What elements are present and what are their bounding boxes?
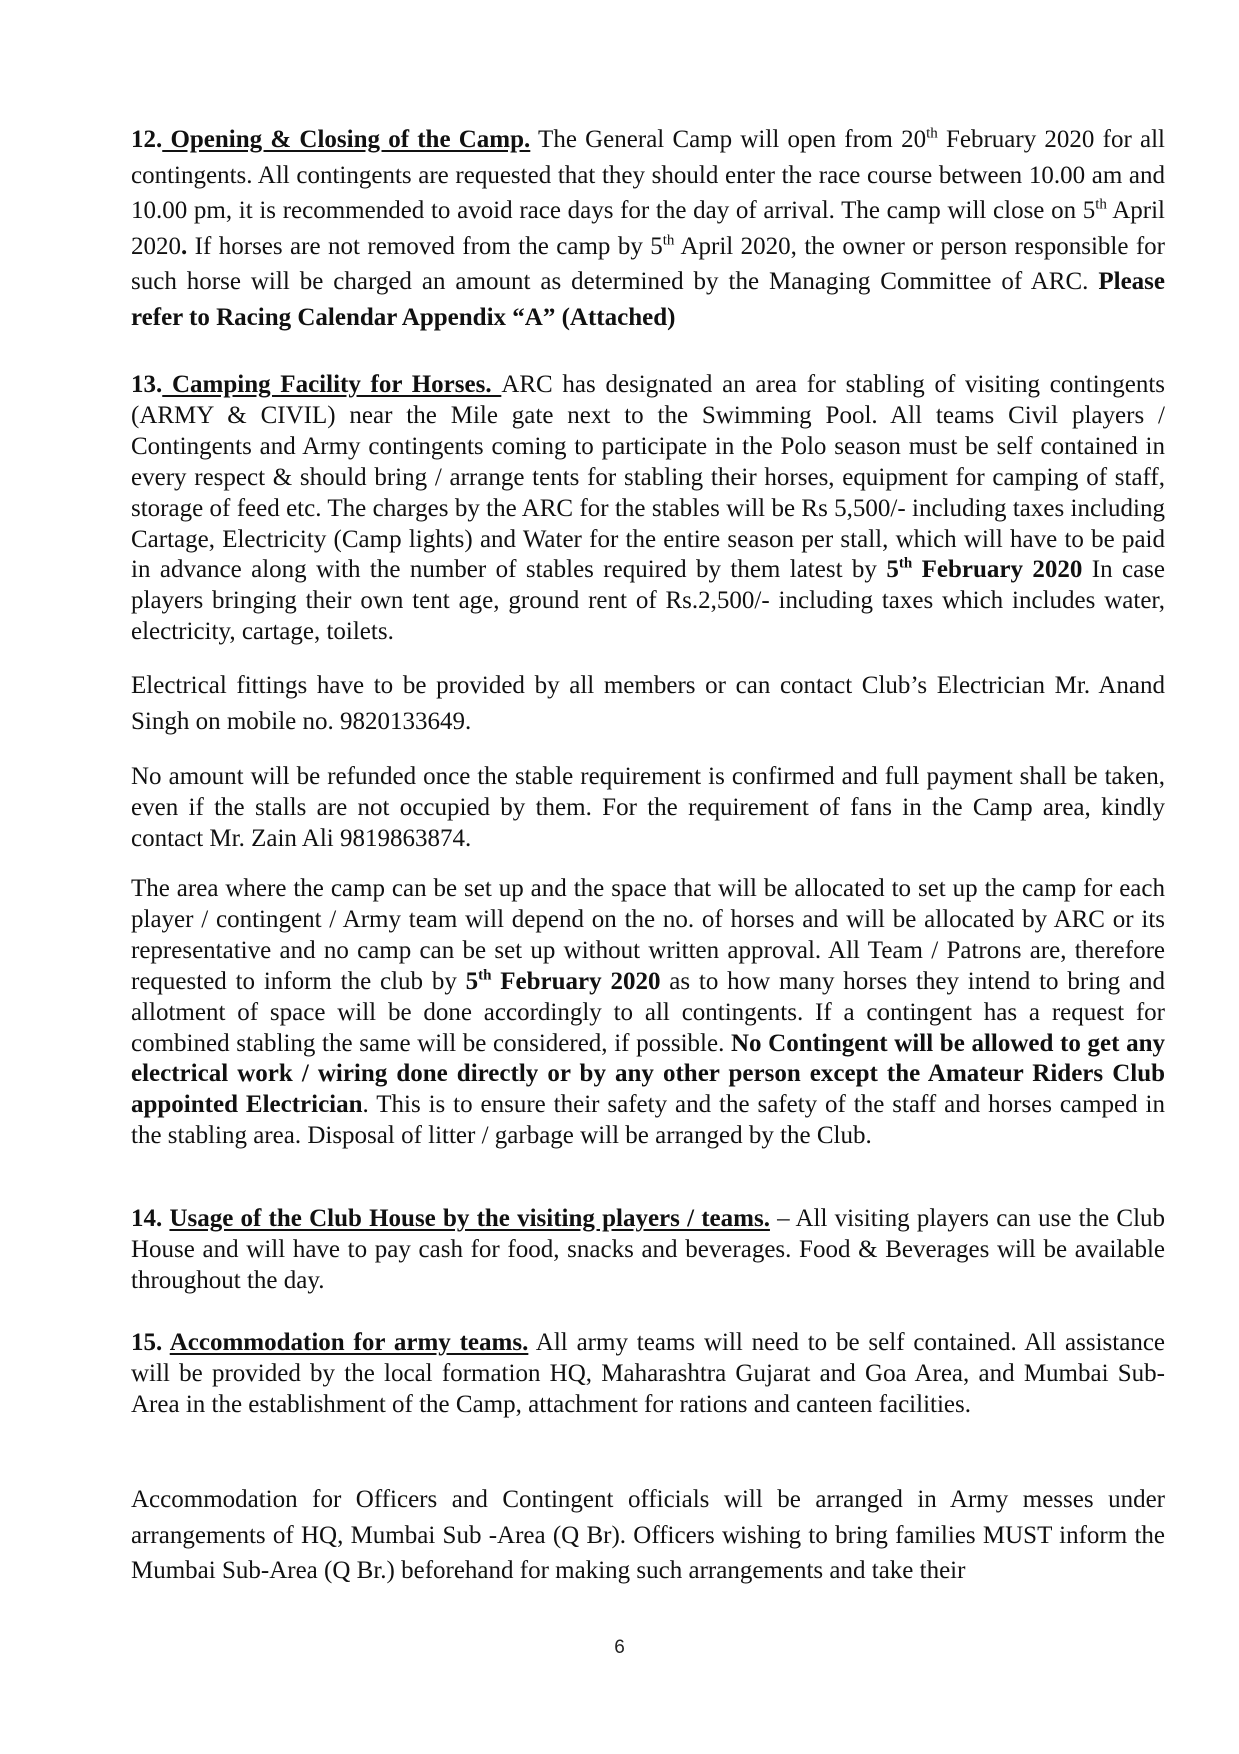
section-14-number: 14. xyxy=(131,1205,170,1232)
section-13-electrical-notice: No Contingent will be allowed to get any electrical work / wiring done directly or by any other person except the Amateur Riders Club appointed Electrician xyxy=(131,1029,1165,1119)
section-12 xyxy=(131,122,1165,336)
section-13-paragraph-4-deadline: 5th February 2020 xyxy=(465,967,661,995)
section-13-heading: Camping Facility for Horses. xyxy=(162,371,502,398)
section-15: 15. Accommodation for army teams. All army teams will need to be self contained. All assistance will be provided by the local formation HQ, Maharashtra Gujarat and Goa Area, and Mumbai Sub-Area in the establishment of the Camp, attachment for rations and canteen facilities. xyxy=(131,1329,1166,1418)
section-12-heading: Opening & Closing of the Camp. xyxy=(162,126,531,153)
section-14: 14. Usage of the Club House by the visiting players / teams. – All visiting players can use the Club House and will have to pay cash for food, snacks and beverages. Food & Beverages will be available throughout the day. xyxy=(131,1205,1166,1294)
section-13-deadline: 5th February 2020 xyxy=(886,556,1083,584)
section-13-paragraph-2: Electrical fittings have to be provided by all members or can contact Club’s Electrician Mr. Anand Singh on mobile no. 9820133649. xyxy=(131,672,1165,735)
section-15-paragraph-2: Accommodation for Officers and Contingent officials will be arranged in Army messes under arrangements of HQ, Mumbai Sub -Area (Q Br). Officers wishing to bring families MUST inform the Mumbai Sub-Area (Q Br.) beforehand for making such arrangements and take their xyxy=(131,1486,1165,1585)
section-13-paragraph-3: No amount will be refunded once the stable requirement is confirmed and full payment shall be taken, even if the stalls are not occupied by them. For the requirement of fans in the Camp area, kindly contact Mr. Zain Ali 9819863874. xyxy=(131,763,1165,852)
section-13 xyxy=(131,370,1165,648)
section-12-appendix-note: Please refer to Racing Calendar Appendix “A” (Attached) xyxy=(131,268,1165,331)
section-15-number: 15. xyxy=(131,1329,170,1356)
section-13-paragraph-4: The area where the camp can be set up and the space that will be allocated to set up the camp for each player / contingent / Army team will depend on the no. of horses and will be allocated by ARC or its representative and no camp can be set up without written approval. All Team / Patrons are, therefore requested to inform the club by 5th February 2020 as to how many horses they intend to bring and allotment of space will be done accordingly to all contingents. If a contingent has a request for combined stabling the same will be considered, if possible. No Contingent will be allowed to get any electrical work / wiring done directly or by any other person except the Amateur Riders Club appointed Electrician. This is to ensure their safety and the safety of the staff and horses camped in the stabling area. Disposal of litter / garbage will be arranged by the Club. xyxy=(131,875,1166,1150)
section-13-paragraph-1: 13. Camping Facility for Horses. ARC has designated an area for stabling of visiting contingents (ARMY & CIVIL) near the Mile gate next to the Swimming Pool. All teams Civil players / Contingents and Army contingents coming to participate in the Polo season must be self contained in every respect & should bring / arrange tents for stabling their horses, equipment for camping of staff, storage of feed etc. The charges by the ARC for the stables will be Rs 5,500/- including taxes including Cartage, Electricity (Camp lights) and Water for the entire season per stall, which will have to be paid in advance along with the number of stables required by them latest by 5th February 2020 In case players bringing their own tent age, ground rent of Rs.2,500/- including taxes which includes water, electricity, cartage, toilets. xyxy=(131,371,1165,646)
section-15-heading: Accommodation for army teams. xyxy=(169,1329,529,1356)
section-12-paragraph: 12. Opening & Closing of the Camp. The General Camp will open from 20th February 2020 for all contingents. All contingents are requested that they should enter the race course between 10.00 am and 10.00 pm, it is recommended to avoid race days for the day of arrival. The camp will close on 5th April 2020. If horses are not removed from the camp by 5th April 2020, the owner or person responsible for such horse will be charged an amount as determined by the Managing Committee of ARC. Please refer to Racing Calendar Appendix “A” (Attached) xyxy=(131,125,1166,331)
section-12-number: 12. xyxy=(131,126,163,153)
section-14-heading: Usage of the Club House by the visiting players / teams. xyxy=(169,1205,770,1232)
section-13-number: 13. xyxy=(131,371,163,398)
page-number: 6 xyxy=(614,1637,625,1658)
